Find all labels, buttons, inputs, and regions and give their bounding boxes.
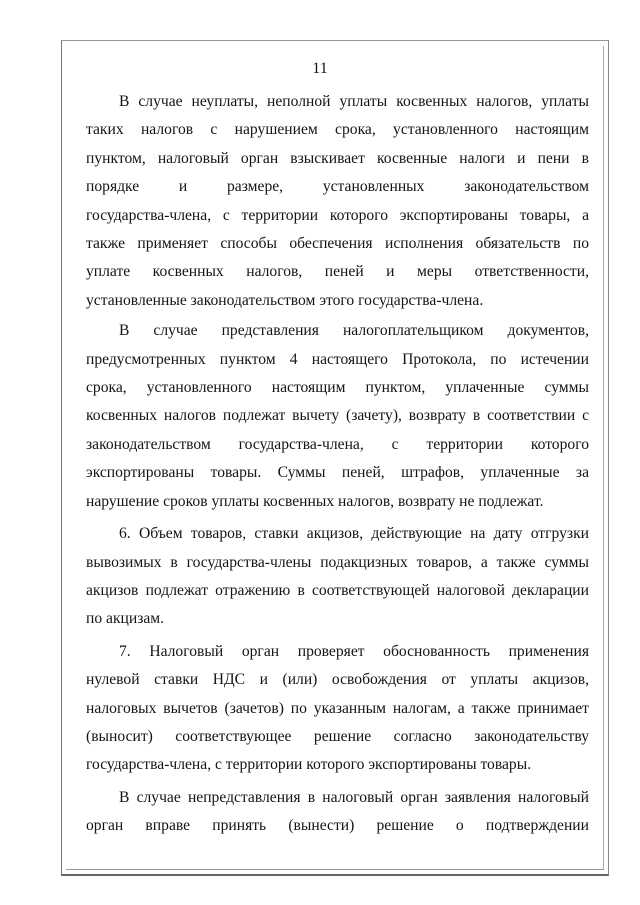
text-line: орган вправе принять (вынести) решение о подтверждении xyxy=(86,817,589,835)
text-line: экспортированы товары. Суммы пеней, штрафов, уплаченные за xyxy=(86,464,589,482)
text-line: В случае непредставления в налоговый орган заявления налоговый xyxy=(119,788,589,806)
text-line: нулевой ставки НДС и (или) освобождения от уплаты акцизов, xyxy=(86,671,589,689)
paragraph xyxy=(86,88,589,315)
text-line: акцизов подлежат отражению в соответствующей налоговой декларации xyxy=(86,581,589,599)
text-line: В случае неуплаты, неполной уплаты косвенных налогов, уплаты xyxy=(119,93,589,110)
paragraph xyxy=(86,317,589,516)
text-line: В случае представления налогоплательщиком документов, xyxy=(119,322,589,340)
text-line: налоговых вычетов (зачетов) по указанным налогам, а также принимает xyxy=(86,699,589,717)
text-line: срока, установленного настоящим пунктом, уплаченные суммы xyxy=(86,379,589,397)
text-line: государства-члена, с территории которого экспортированы товары. xyxy=(86,756,532,774)
text-line: законодательством государства-члена, с территории которого xyxy=(86,435,589,453)
text-line: таких налогов с нарушением срока, установленного настоящим xyxy=(86,121,589,139)
text-line: косвенных налогов подлежат вычету (зачету), возврату в соответствии с xyxy=(86,407,589,425)
document-body xyxy=(86,88,589,841)
paragraph xyxy=(86,638,589,780)
text-line: порядке и размере, установленных законодательством xyxy=(86,178,589,196)
text-line: предусмотренных пунктом 4 настоящего Протокола, по истечении xyxy=(86,350,589,368)
text-line: по акцизам. xyxy=(86,610,165,628)
paragraphs xyxy=(86,88,589,841)
paragraph xyxy=(86,520,589,634)
paragraph xyxy=(86,784,589,841)
text-line: 6. Объем товаров, ставки акцизов, действующие на дату отгрузки xyxy=(119,525,589,543)
text-line: вывозимых в государства-члены подакцизных товаров, а также суммы xyxy=(86,553,589,571)
text-line: государства-члена, с территории которого экспортированы товары, а xyxy=(86,206,589,224)
text-line: также применяет способы обеспечения исполнения обязательств по xyxy=(86,235,589,253)
text-line: 7. Налоговый орган проверяет обоснованность применения xyxy=(119,642,589,660)
text-line: уплате косвенных налогов, пеней и меры ответственности, xyxy=(86,263,589,281)
page-number: 11 xyxy=(312,60,328,77)
text-line: пунктом, налоговый орган взыскивает косвенные налоги и пени в xyxy=(86,149,589,167)
text-line: нарушение сроков уплаты косвенных налогов, возврату не подлежат. xyxy=(86,492,544,510)
text-line: (выносит) соответствующее решение согласно законодательству xyxy=(86,727,589,745)
text-line: установленные законодательством этого государства-члена. xyxy=(86,291,484,309)
